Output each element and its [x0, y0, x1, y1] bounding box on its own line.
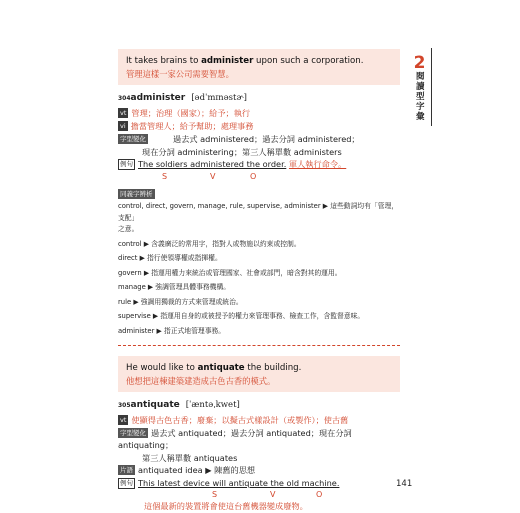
- sentence-box-1: [118, 49, 400, 85]
- entry-header-1: [118, 92, 400, 105]
- example-tag: 例句: [120, 478, 133, 487]
- forms-tag: 字型變化: [120, 135, 146, 143]
- definition-vt-2: vt 使顯得古色古香；廢棄；以擬古式樣設計（或製作）；使古舊: [120, 415, 349, 425]
- example-zh-2: 這個最新的裝置將會使這台舊機器變成廢物。: [144, 501, 308, 511]
- synonyms-section: [118, 189, 400, 338]
- synonym-item: govern ▶ 指運用權力來統治或管理國家、社會或部門，暗含對其的運用。: [118, 268, 342, 277]
- synonym-item: control ▶ 含義廣泛的常用字，指對人或物施以約束或控制。: [118, 239, 301, 248]
- entry-number: 305: [118, 402, 131, 409]
- pronunciation: [ˈæntəˌkwet]: [185, 400, 240, 410]
- sentence-en-2: He would like to antiquate the building.: [126, 363, 302, 373]
- word-forms-2: 字型變化 過去式 antiquated；過去分詞 antiquated；現在分詞 antiquating；: [118, 427, 352, 450]
- synonyms-intro-2: 之意。: [118, 225, 139, 233]
- headword: antiquate: [130, 400, 180, 410]
- entry-number: 304: [118, 95, 131, 102]
- word-forms-1: 字型變化 過去式 administered；過去分詞 administered；: [120, 134, 360, 144]
- entry-header-2: [118, 399, 400, 412]
- synonym-item: manage ▶ 強調管理具體事務機構。: [118, 283, 231, 291]
- word-forms-2b: 第三人稱單數 antiquates: [142, 452, 238, 463]
- synonym-item: supervise ▶ 指運用自身的或被授予的權力來管理事務、檢查工作，含監督意味。: [118, 312, 365, 320]
- section-divider: [118, 345, 400, 346]
- forms-tag: 字型變化: [120, 428, 146, 437]
- definition-vt-1: vt 管理；治理（國家）；給予；執行: [120, 108, 251, 118]
- example-tag: 例句: [120, 160, 133, 168]
- synonym-item: rule ▶ 強調用獨裁的方式來管理或統治。: [118, 297, 243, 306]
- example-2: 例句 This latest device will antiquate the old machine.: [120, 477, 340, 488]
- phrase-tag: 片語: [120, 466, 133, 474]
- sentence-zh-1: 管理這樣一家公司需要智慧。: [126, 69, 234, 79]
- page-number: 141: [396, 479, 413, 489]
- headword: administer: [130, 93, 186, 103]
- pos-tag: vt: [120, 416, 127, 424]
- pos-tag: vt: [120, 109, 127, 117]
- sentence-zh-2: 他想把這棟建築建造成古色古香的模式。: [126, 376, 276, 386]
- synonym-item: administer ▶ 指正式地管理事務。: [118, 326, 226, 335]
- definition-vi-1: vi 擔當管理人；給予幫助；處理事務: [120, 120, 254, 131]
- chapter-number: 2: [413, 53, 426, 73]
- svo-marks-1: S V O: [162, 171, 257, 181]
- example-1: 例句 The soldiers administered the order. 軍人執行命令。: [120, 159, 347, 169]
- word-forms-1b: 現在分詞 administering；第三人稱單數 administers: [142, 146, 342, 157]
- sentence-box-2: [118, 356, 400, 392]
- chapter-divider-line: [431, 48, 432, 126]
- chapter-title: 閱讀型字彙: [416, 72, 425, 122]
- phrase-2: 片語 antiquated idea ▶ 陳舊的思想: [120, 465, 256, 475]
- pos-tag: vi: [120, 121, 126, 130]
- synonyms-tag: 同義字辨析: [120, 189, 153, 198]
- sentence-en-1: It takes brains to administer upon such a corporation.: [126, 56, 364, 66]
- synonyms-intro: control, direct, govern, manage, rule, supervise, administer ▶ 這些動詞均有「管理，支配」: [118, 202, 399, 222]
- pronunciation: [ədˈmɪnəstɚ]: [191, 93, 247, 103]
- svo-marks-2: S V O: [212, 490, 323, 499]
- page-content: [118, 0, 400, 513]
- synonym-item: direct ▶ 指行使領導權或指揮權。: [118, 254, 222, 262]
